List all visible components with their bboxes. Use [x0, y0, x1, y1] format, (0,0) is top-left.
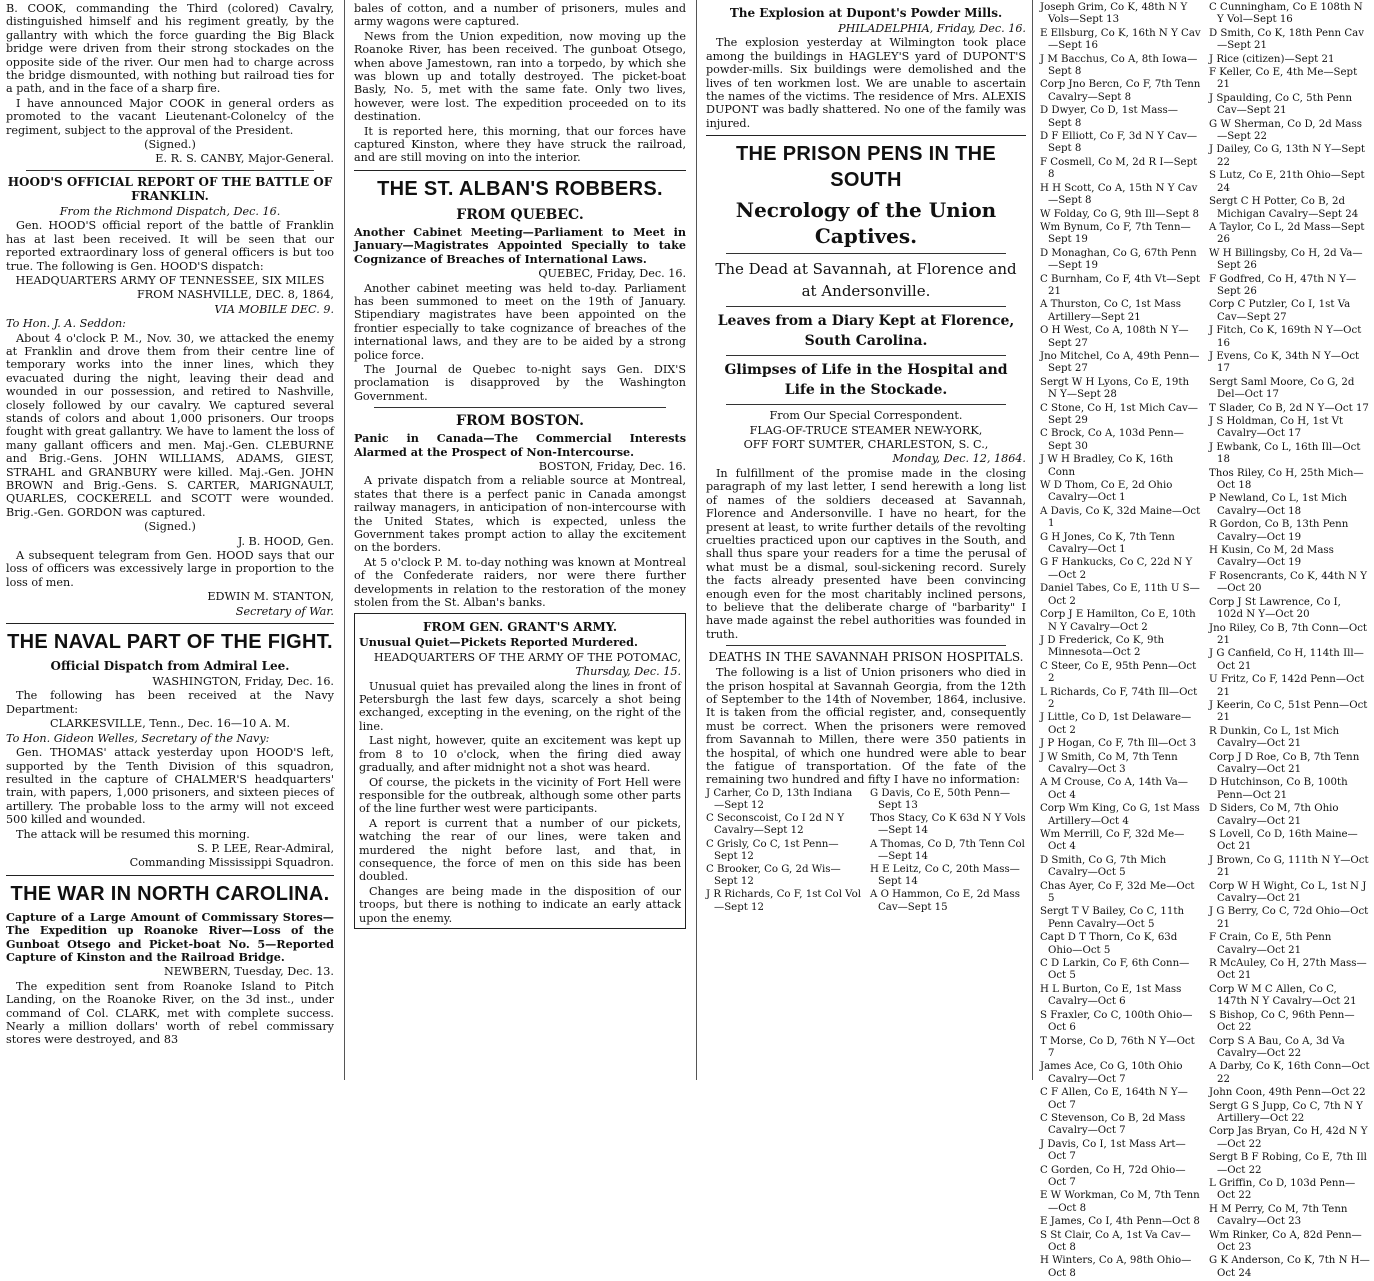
list-item: Sergt T V Bailey, Co C, 11th Penn Cavalry—Oct 5: [1040, 906, 1185, 930]
list-item: J D Frederick, Co K, 9th Minnesota—Oct 2: [1040, 634, 1165, 659]
column-4: [1036, 0, 1374, 1279]
article-paragraph: Unusual quiet has prevailed along the lines in front of Petersburgh the last few days, scarcely a shot being exchanged, excepting in the evening, on the right of the line.: [359, 679, 681, 733]
signature: E. R. S. CANBY, Major-General.: [155, 152, 334, 166]
list-item: S Bishop, Co C, 96th Penn—Oct 22: [1209, 1009, 1355, 1034]
list-item: J G Berry, Co C, 72d Ohio—Oct 21: [1209, 906, 1369, 930]
list-item: W Folday, Co G, 9th Ill—Sept 8: [1040, 208, 1199, 220]
divider: [6, 875, 334, 876]
list-item: F Rosencrants, Co K, 44th N Y—Oct 20: [1209, 570, 1367, 595]
deck: The Dead at Savannah, at Florence and at Andersonville.: [715, 260, 1017, 301]
headline: THE ST. ALBAN'S ROBBERS.: [377, 177, 663, 200]
list-item: S St Clair, Co A, 1st Va Cav—Oct 8: [1040, 1229, 1191, 1253]
list-item: D Smith, Co K, 18th Penn Cav—Sept 21: [1209, 27, 1364, 52]
article-paragraph: A report is current that a number of our pickets, watching the rear of our lines, were taken and murdered the night before last, and that, in consequence, the force of men on this side has been doubled.: [359, 816, 681, 884]
list-item: L Griffin, Co D, 103d Penn—Oct 22: [1209, 1177, 1356, 1202]
list-item: C D Larkin, Co F, 6th Conn—Oct 5: [1040, 958, 1190, 982]
list-item: C Burnham, Co F, 4th Vt—Sept 21: [1040, 273, 1201, 297]
list-item: F Keller, Co E, 4th Me—Sept 21: [1209, 67, 1358, 91]
article-paragraph: About 4 o'clock P. M., Nov. 30, we attacked the enemy at Franklin and drove them from their centre line of temporary works into the inner lines, which they evacuated during the night, leaving their dead and wounded in our possession, and retired to Nashville, closely followed by our cavalry. We captured several stands of colors and about 1,000 prisoners. Our troops fought with great gallantry. We have to lament the loss of many gallant officers and men. Maj.-Gen. CLEBURNE and Brig.-Gens. JOHN WILLIAMS, ADAMS, GIEST, STRAHL and GRANBURY were killed. Maj.-Gen. JOHN BROWN and Brig.-Gens. S. CARTER, MARIGNAULT, QUARLES, COCKERELL and SCOTT were wounded. Brig.-Gen. GORDON was captured.: [6, 331, 334, 519]
list-item: D F Elliott, Co F, 3d N Y Cav—Sept 8: [1040, 131, 1198, 155]
dateline: Thursday, Dec. 15.: [575, 665, 681, 679]
list-item: Thos Stacy, Co K 63d N Y Vols—Sept 14: [870, 813, 1026, 837]
list-item: J Dailey, Co G, 13th N Y—Sept 22: [1209, 144, 1365, 168]
list-item: J Keerin, Co C, 51st Penn—Oct 21: [1209, 699, 1368, 724]
list-item: L Richards, Co F, 74th Ill—Oct 2: [1040, 686, 1198, 710]
dateline: PHILADELPHIA, Friday, Dec. 16.: [838, 22, 1026, 35]
salutation: To Hon. J. A. Seddon:: [6, 317, 126, 331]
list-item: Corp S A Bau, Co A, 3d Va Cavalry—Oct 22: [1209, 1035, 1345, 1059]
dateline: BOSTON, Friday, Dec. 16.: [538, 459, 686, 473]
list-item: Corp Wm King, Co G, 1st Mass Artillery—Oct 4: [1040, 803, 1200, 827]
list-item: J P Hogan, Co F, 7th Ill—Oct 3: [1040, 738, 1197, 750]
section-heading: DEATHS IN THE SAVANNAH PRISON HOSPITALS.: [708, 650, 1024, 665]
article-paragraph: bales of cotton, and a number of prisoners, mules and army wagons were captured.: [354, 2, 686, 29]
death-list-right: [1209, 2, 1370, 1281]
dateline: QUEBEC, Friday, Dec. 16.: [538, 267, 686, 281]
article-paragraph: Gen. THOMAS' attack yesterday upon HOOD'S left, supported by the Tenth Division of this squadron, resulted in the capture of CHALMER'S headquarters' train, with papers, 1,000 prisoners, and sixteen pieces of artillery. The probable loss to the army will not exceed 500 killed and wounded.: [6, 746, 334, 827]
list-item: Capt D T Thorn, Co K, 63d Ohio—Oct 5: [1040, 932, 1178, 956]
list-item: Wm Rinker, Co A, 82d Penn—Oct 23: [1209, 1229, 1362, 1253]
section-heading: FROM BOSTON.: [456, 413, 584, 430]
article-paragraph: The expedition sent from Roanoke Island to Pitch Landing, on the Roanoke River, on the 3d inst., under command of Col. CLARK, met with complete success. Nearly a million dollars' worth of rebel commissary stores were destroyed, and 83: [6, 979, 334, 1047]
list-item: W H Billingsby, Co H, 2d Va—Sept 26: [1209, 247, 1363, 272]
divider: [374, 407, 666, 408]
death-list: [1040, 2, 1370, 1281]
list-item: F Cosmell, Co M, 2d R I—Sept 8: [1040, 156, 1198, 181]
list-item: J Brown, Co G, 111th N Y—Oct 21: [1209, 854, 1369, 879]
list-item: A Thomas, Co D, 7th Tenn Col—Sept 14: [870, 838, 1025, 862]
list-item: U Fritz, Co F, 142d Penn—Oct 21: [1209, 674, 1365, 698]
column-rule: [696, 0, 697, 1080]
death-list-left: [1040, 2, 1201, 1281]
list-item: Daniel Tabes, Co E, 11th U S—Oct 2: [1040, 583, 1200, 607]
headline: Necrology of the Union Captives.: [735, 198, 997, 249]
dateline: HEADQUARTERS OF THE ARMY OF THE POTOMAC,: [373, 650, 681, 664]
list-item: D Dwyer, Co D, 1st Mass—Sept 8: [1040, 105, 1178, 129]
subheadline: Another Cabinet Meeting—Parliament to Meet in January—Magistrates Appointed Specially to take Cognizance of Breaches of International Laws.: [354, 224, 686, 266]
list-item: A Thurston, Co C, 1st Mass Artillery—Sept 21: [1040, 299, 1181, 323]
list-item: Wm Bynum, Co F, 7th Tenn—Sept 19: [1040, 221, 1191, 246]
list-item: Corp Jno Bercn, Co F, 7th Tenn Cavalry—Sept 8: [1040, 79, 1201, 103]
divider: [706, 135, 1026, 136]
article-paragraph: News from the Union expedition, now moving up the Roanoke River, has been received. The gunboat Otsego, when above Jamestown, ran into a torpedo, by which she was blown up and totally destroyed. The picket-boat Basly, No. 5, met with the same fate. Only two lives, however, were lost. The expedition proceeded on to its destination.: [354, 29, 686, 124]
list-item: W D Thom, Co E, 2d Ohio Cavalry—Oct 1: [1040, 480, 1173, 504]
list-item: G H Jones, Co K, 7th Tenn Cavalry—Oct 1: [1040, 531, 1175, 556]
list-item: J Davis, Co I, 1st Mass Art—Oct 7: [1040, 1138, 1186, 1163]
list-item: Corp W M C Allen, Co C, 147th N Y Cavalry—Oct 21: [1209, 983, 1357, 1008]
list-item: J Rice (citizen)—Sept 21: [1209, 53, 1335, 65]
list-item: D Hutchinson, Co B, 100th Penn—Oct 21: [1209, 777, 1348, 801]
list-item: Corp J E Hamilton, Co E, 10th N Y Cavalry—Oct 2: [1040, 609, 1196, 633]
list-item: H E Leitz, Co C, 20th Mass—Sept 14: [870, 864, 1020, 888]
dateline: CLARKESVILLE, Tenn., Dec. 16—10 A. M.: [50, 717, 290, 731]
list-item: H Winters, Co A, 98th Ohio—Oct 8: [1040, 1255, 1192, 1279]
list-item: J Little, Co D, 1st Delaware—Oct 2: [1040, 712, 1192, 736]
list-item: R Dunkin, Co L, 1st Mich Cavalry—Oct 21: [1209, 725, 1340, 750]
list-item: H L Burton, Co E, 1st Mass Cavalry—Oct 6: [1040, 983, 1182, 1008]
column-rule: [344, 0, 345, 1080]
list-item: C F Allen, Co E, 164th N Y—Oct 7: [1040, 1087, 1188, 1111]
death-list: [706, 788, 1026, 915]
list-item: H H Scott, Co A, 15th N Y Cav—Sept 8: [1040, 182, 1198, 207]
list-item: C Brock, Co A, 103d Penn—Sept 30: [1040, 428, 1184, 452]
list-item: Sergt Saml Moore, Co G, 2d Del—Oct 17: [1209, 376, 1355, 401]
death-list-left: [706, 788, 862, 915]
signature: S. P. LEE, Rear-Admiral,: [196, 841, 334, 855]
list-item: F Crain, Co E, 5th Penn Cavalry—Oct 21: [1209, 932, 1332, 956]
list-item: J G Canfield, Co H, 114th Ill—Oct 21: [1209, 648, 1364, 672]
dateline: HEADQUARTERS ARMY OF TENNESSEE, SIX MILES: [15, 273, 325, 287]
divider: [726, 306, 1006, 307]
list-item: A M Crouse, Co A, 14th Va—Oct 4: [1040, 777, 1188, 801]
list-item: A Taylor, Co L, 2d Mass—Sept 26: [1209, 221, 1365, 246]
list-item: E Ellsburg, Co K, 16th N Y Cav—Sept 16: [1040, 27, 1201, 52]
source-line: From the Richmond Dispatch, Dec. 16.: [59, 204, 281, 218]
list-item: O H West, Co A, 108th N Y—Sept 27: [1040, 325, 1189, 349]
list-item: John Coon, 49th Penn—Oct 22: [1209, 1087, 1366, 1099]
list-item: Corp C Putzler, Co I, 1st Va Cav—Sept 27: [1209, 299, 1351, 323]
dateline: WASHINGTON, Friday, Dec. 16.: [152, 675, 334, 689]
list-item: Sergt W H Lyons, Co E, 19th N Y—Sept 28: [1040, 376, 1190, 401]
divider: [726, 253, 1006, 254]
list-item: Sergt B F Robing, Co E, 7th Ill—Oct 22: [1209, 1152, 1367, 1176]
column-3: [702, 0, 1030, 1080]
list-item: Jno Mitchel, Co A, 49th Penn—Sept 27: [1040, 350, 1200, 375]
article-paragraph: Last night, however, quite an excitement was kept up from 8 to 10 o'clock, when the firing died away gradually, and after midnight not a shot was heard.: [359, 734, 681, 775]
list-item: G Davis, Co E, 50th Penn—Sept 13: [870, 787, 1011, 812]
section-heading: FROM GEN. GRANT'S ARMY.: [422, 620, 618, 635]
list-item: Corp Jas Bryan, Co H, 42d N Y—Oct 22: [1209, 1126, 1368, 1150]
list-item: C Seconscoist, Co I 2d N Y Cavalry—Sept 12: [706, 813, 845, 837]
list-item: J R Richards, Co F, 1st Col Vol—Sept 12: [706, 889, 861, 913]
article-paragraph: Another cabinet meeting was held to-day. Parliament has been summoned to meet on the 19th of January. Stipendiary magistrates have been appointed on the frontier especially to take cognizance of breaches of the international laws, and they are to be aided by a strong police force.: [354, 281, 686, 362]
section-heading: The Explosion at Dupont's Powder Mills.: [729, 6, 1003, 20]
column-rule: [1032, 0, 1033, 1080]
list-item: James Ace, Co G, 10th Ohio Cavalry—Oct 7: [1040, 1061, 1183, 1085]
list-item: G K Anderson, Co K, 7th N H—Oct 24: [1209, 1255, 1370, 1279]
death-list-right: [870, 788, 1026, 915]
signature: J. B. HOOD, Gen.: [237, 534, 334, 548]
list-item: Sergt G S Jupp, Co C, 7th N Y Artillery—Oct 22: [1209, 1100, 1363, 1124]
list-item: S Fraxler, Co C, 100th Ohio—Oct 6: [1040, 1009, 1193, 1034]
list-item: Jno Riley, Co B, 7th Conn—Oct 21: [1209, 622, 1368, 646]
divider: [726, 645, 1006, 646]
list-item: E W Workman, Co M, 7th Tenn—Oct 8: [1040, 1190, 1200, 1214]
list-item: C Gorden, Co H, 72d Ohio—Oct 7: [1040, 1164, 1186, 1188]
signature: EDWIN M. STANTON,: [207, 590, 334, 604]
list-item: P Newland, Co L, 1st Mich Cavalry—Oct 18: [1209, 493, 1348, 517]
list-item: H Kusin, Co M, 2d Mass Cavalry—Oct 19: [1209, 545, 1334, 569]
list-item: E James, Co I, 4th Penn—Oct 8: [1040, 1216, 1200, 1228]
list-item: Corp J D Roe, Co B, 7th Tenn Cavalry—Oct 21: [1209, 751, 1360, 775]
list-item: S Lutz, Co E, 21th Ohio—Sept 24: [1209, 170, 1365, 194]
divider: [6, 623, 334, 624]
subheadline: Unusual Quiet—Pickets Reported Murdered.: [359, 635, 638, 650]
dateline: OFF FORT SUMTER, CHARLESTON, S. C.,: [743, 438, 989, 452]
list-item: R Gordon, Co B, 13th Penn Cavalry—Oct 19: [1209, 519, 1349, 543]
list-item: J Carher, Co D, 13th Indiana—Sept 12: [706, 787, 853, 812]
list-item: J S Holdman, Co H, 1st Vt Cavalry—Oct 17: [1209, 416, 1344, 440]
list-item: Wm Merrill, Co F, 32d Me—Oct 4: [1040, 829, 1185, 853]
list-item: A Davis, Co K, 32d Maine—Oct 1: [1040, 505, 1201, 530]
list-item: C Cunningham, Co E 108th N Y Vol—Sept 16: [1209, 2, 1363, 26]
deck: Leaves from a Diary Kept at Florence, South Carolina.: [717, 313, 1015, 350]
article-paragraph: At 5 o'clock P. M. to-day nothing was known at Montreal of the Confederate raiders, nor were there further developments in relation to the restoration of the money stolen from the St. Alban's banks.: [354, 555, 686, 610]
list-item: A Darby, Co K, 16th Conn—Oct 22: [1209, 1061, 1370, 1085]
list-item: Corp W H Wight, Co L, 1st N J Cavalry—Oct 21: [1209, 880, 1367, 905]
list-item: C Stone, Co H, 1st Mich Cav—Sept 29: [1040, 402, 1198, 426]
list-item: J Spaulding, Co C, 5th Penn Cav—Sept 21: [1209, 92, 1353, 117]
headline: THE PRISON PENS IN THE SOUTH: [736, 143, 996, 192]
salutation: To Hon. Gideon Welles, Secretary of the Navy:: [6, 731, 270, 745]
list-item: C Brooker, Co G, 2d Wis—Sept 12: [706, 864, 841, 888]
divider: [26, 170, 314, 171]
list-item: J Evens, Co K, 34th N Y—Oct 17: [1209, 350, 1360, 375]
list-item: Thos Riley, Co H, 25th Mich—Oct 18: [1209, 467, 1364, 492]
list-item: Chas Ayer, Co F, 32d Me—Oct 5: [1040, 880, 1195, 905]
list-item: T Morse, Co D, 76th N Y—Oct 7: [1040, 1035, 1195, 1059]
list-item: Sergt C H Potter, Co B, 2d Michigan Cavalry—Sept 24: [1209, 196, 1359, 220]
article-paragraph: The Journal de Quebec to-night says Gen. DIX'S proclamation is disapproved by the Washington Government.: [354, 362, 686, 403]
article-paragraph: The attack will be resumed this morning.: [16, 827, 250, 841]
list-item: H M Perry, Co M, 7th Tenn Cavalry—Oct 23: [1209, 1203, 1348, 1228]
list-item: F Godfred, Co H, 47th N Y—Sept 26: [1209, 273, 1357, 297]
boxed-article: [354, 613, 686, 929]
signed-line: (Signed.): [144, 520, 196, 534]
headline: THE WAR IN NORTH CAROLINA.: [10, 882, 330, 905]
subheadline: Panic in Canada—The Commercial Interests Alarmed at the Prospect of Non-Intercourse.: [354, 431, 686, 459]
divider: [726, 355, 1006, 356]
article-paragraph: The explosion yesterday at Wilmington took place among the buildings in HAGLEY'S yard of DUPONT'S powder-mills. Six buildings were demolished and the lives of ten workmen lost. We are unable to ascertain the names of the victims. The residence of Mrs. ALEXIS DUPONT was badly shattered. No one of the family was injured.: [706, 36, 1026, 130]
list-item: S Lovell, Co D, 16th Maine—Oct 21: [1209, 829, 1358, 853]
list-item: C Grisly, Co C, 1st Penn—Sept 12: [706, 838, 839, 862]
list-item: C Steer, Co E, 95th Penn—Oct 2: [1040, 660, 1197, 685]
dateline: NEWBERN, Tuesday, Dec. 13.: [163, 965, 334, 979]
divider: [726, 404, 1006, 405]
list-item: Joseph Grim, Co K, 48th N Y Vols—Sept 13: [1040, 2, 1188, 26]
byline: From Our Special Correspondent.: [769, 409, 963, 423]
signature-title: Secretary of War.: [235, 604, 334, 618]
article-paragraph: The following is a list of Union prisoners who died in the prison hospital at Savannah Georgia, from the 12th of September to the 14th of November, 1864, inclusive. It is taken from the official register, and, consequently must be correct. When the prisoners were removed from Savannah to Millen, there were 350 patients in the hospital, of which one hundred were able to bear the fatigue of transportation. Of the fate of the remaining two hundred and fifty I have no information:: [706, 666, 1026, 787]
dateline: Monday, Dec. 12, 1864.: [892, 452, 1026, 466]
list-item: R McAuley, Co H, 27th Mass—Oct 21: [1209, 958, 1367, 982]
dateline: FROM NASHVILLE, DEC. 8, 1864,: [137, 288, 334, 302]
list-item: J W H Bradley, Co K, 16th Conn: [1040, 454, 1174, 478]
dateline: VIA MOBILE DEC. 9.: [214, 302, 334, 316]
column-2: [350, 0, 690, 1080]
list-item: D Siders, Co M, 7th Ohio Cavalry—Oct 21: [1209, 803, 1339, 827]
list-item: J Ewbank, Co L, 16th Ill—Oct 18: [1209, 441, 1361, 466]
signature-title: Commanding Mississippi Squadron.: [129, 856, 334, 870]
section-heading: HOOD'S OFFICIAL REPORT OF THE BATTLE OF FRANKLIN.: [7, 174, 333, 203]
article-paragraph: Changes are being made in the disposition of our troops, but there is nothing to indicate an early attack upon the enemy.: [359, 884, 681, 925]
article-paragraph: It is reported here, this morning, that our forces have captured Kinston, where they have struck the railroad, and are still moving on into the interior.: [354, 124, 686, 165]
list-item: T Slader, Co B, 2d N Y—Oct 17: [1209, 402, 1369, 414]
list-item: J W Smith, Co M, 7th Tenn Cavalry—Oct 3: [1040, 751, 1178, 775]
list-item: Corp J St Lawrence, Co I, 102d N Y—Oct 20: [1209, 596, 1341, 621]
deck: Glimpses of Life in the Hospital and Life in the Stockade.: [724, 362, 1008, 399]
divider: [354, 170, 686, 171]
subheadline: Capture of a Large Amount of Commissary Stores—The Expedition up Roanoke River—Loss of the Gunboat Otsego and Picket-boat No. 5—Reported Capture of Kinston and the Railroad Bridge.: [6, 909, 334, 964]
column-1: [2, 0, 338, 1080]
headline: THE NAVAL PART OF THE FIGHT.: [7, 631, 333, 654]
signed-line: (Signed.): [144, 138, 196, 152]
dateline: FLAG-OF-TRUCE STEAMER NEW-YORK,: [749, 423, 983, 437]
article-paragraph: The following has been received at the Navy Department:: [6, 689, 334, 716]
article-paragraph: B. COOK, commanding the Third (colored) Cavalry, distinguished himself and his regiment greatly, by the gallantry with which the force guarding the Big Black bridge were driven from their strong stockades on the opposite side of the river. Our men had to charge across the bridge dismounted, with nothing but railroad ties for a path, and in the face of a sharp fire.: [6, 2, 334, 96]
list-item: D Smith, Co G, 7th Mich Cavalry—Oct 5: [1040, 854, 1167, 879]
list-item: J M Bacchus, Co A, 8th Iowa—Sept 8: [1040, 53, 1198, 78]
article-paragraph: Of course, the pickets in the vicinity of Fort Hell were responsible for the outbreak, although some other parts of the line further west were participants.: [359, 775, 681, 816]
list-item: G W Sherman, Co D, 2d Mass—Sept 22: [1209, 118, 1362, 143]
list-item: G F Hankucks, Co C, 22d N Y—Oct 2: [1040, 557, 1193, 581]
article-paragraph: A subsequent telegram from Gen. HOOD says that our loss of officers was excessively large in proportion to the loss of men.: [6, 549, 334, 589]
article-paragraph: A private dispatch from a reliable source at Montreal, states that there is a perfect panic in Canada amongst railway managers, in anticipation of non-intercourse with the United States, which is expected, unless the Government takes prompt action to allay the excitement on the borders.: [354, 474, 686, 555]
subheadline: Official Dispatch from Admiral Lee.: [50, 659, 290, 674]
list-item: A O Hammon, Co E, 2d Mass Cav—Sept 15: [870, 889, 1020, 913]
list-item: J Fitch, Co K, 169th N Y—Oct 16: [1209, 325, 1362, 349]
article-paragraph: Gen. HOOD'S official report of the battle of Franklin has at last been received. It will be seen that our reported extraordinary loss of general officers is but too true. The following is Gen. HOOD'S dispatch:: [6, 219, 334, 273]
section-heading: FROM QUEBEC.: [456, 206, 584, 223]
list-item: D Monaghan, Co G, 67th Penn—Sept 19: [1040, 247, 1197, 272]
list-item: C Stevenson, Co B, 2d Mass Cavalry—Oct 7: [1040, 1112, 1186, 1137]
article-paragraph: I have announced Major COOK in general orders as promoted to the vacant Lieutenant-Colonelcy of the regiment, subject to the approval of the President.: [6, 96, 334, 137]
article-paragraph: In fulfillment of the promise made in the closing paragraph of my last letter, I send herewith a long list of names of the soldiers deceased at Savannah, Florence and Andersonville. I have no heart, for the present at least, to write further details of the revolting cruelties practiced upon our captives in the South, and shall thus spare your readers for a time the perusal of what must be a dismal, soul-sickening record. Surely the facts already presented have been convincing enough even for the most charitably inclined persons, to believe that the deliberate charge of "barbarity" I have made against the rebel authorities was founded in truth.: [706, 466, 1026, 641]
